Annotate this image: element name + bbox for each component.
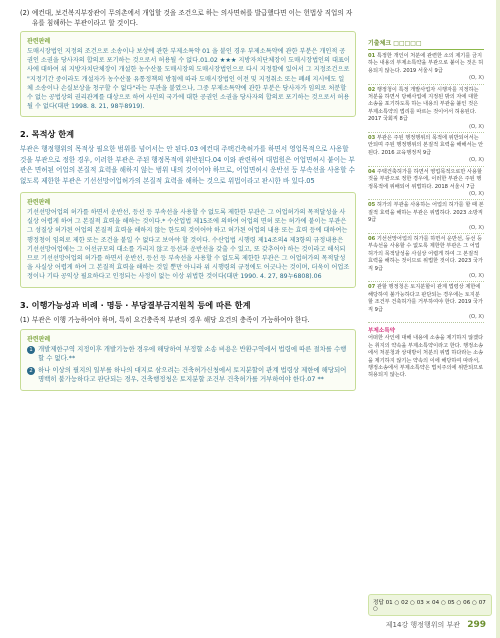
section-3-title: 3. 이행가능성과 비례 · 명등 · 부당결부금지원칙 등에 따른 한계: [20, 299, 251, 310]
precedent-label-3: 관련판례: [27, 335, 51, 343]
item-2-text: 예컨대, 보건복지부장관이 무의촌에서 개업할 것을 조건으로 하는 의사면허를 발급했다면 이는 헌법상 직업의 자유를 침해하는 부관이라고 할 것이다.: [32, 9, 353, 27]
circle-number-2: 2: [27, 367, 35, 375]
answer-key: 정답 01 ○ 02 ○ 03 × 04 ○ 05 ○ 06 ○ 07 ○: [368, 594, 492, 616]
precedent-box-3: [20, 329, 356, 391]
chapter-title: 제14강 행정행위의 부관: [385, 621, 460, 629]
quiz-item: 02 행정청이 특정 개발사업자 시행자를 지정하는 처분을 하면서 당해사업에 지정된 밖의 자에 대한 소송을 포기하도록 하는 내용의 부관을 붙인 것은 부제소특약의 법리를 따르는 것이어서 허용된다. 2017 국회직 8급 (O, X): [368, 87, 484, 133]
precedent-label-2: 관련판례: [27, 199, 51, 207]
note-title: 부제소특약: [368, 328, 396, 335]
quiz-item: 01 특정한 개인이 처분에 관련한 소의 제기를 금지하는 내용의 부제소특약을 부관으로 붙이는 것은 허용되지 않는다. 2019 서울시 9급 (O, X): [368, 53, 484, 85]
precedent-box-2: [20, 192, 356, 288]
precedent-box-1: [20, 31, 356, 117]
precedent-3-item-1: [27, 345, 350, 364]
precedent-3-item-2-text: 하나 이상의 필지의 일부를 하나의 대지로 삼으려는 건축허가신청에서 토지분할이 관계 법령상 제한에 해당되어 명백히 불가능하다고 판단되는 경우, 건축행정청은 토지분할 조건부 건축허가를 거부하여야 한다.07 **: [38, 365, 347, 384]
quiz-item: 03 부관은 주된 행정행위의 목적에 위반되어서는 안되며 주된 행정행위의 본질적 효력을 해해서는 안 된다. 2016 교육행정직 9급 (O, X): [368, 135, 484, 167]
quiz-item: 07 관할 행정청은 토지분할이 관계 법령상 제한에 해당하여 불가능하다고 판단되는 경우에는 토지분할 조건부 건축허가를 거부하여야 한다. 2019 국가직 9급 (O, X): [368, 284, 484, 323]
item-2-number: (2): [20, 9, 30, 17]
section-3-item-1-text: 부관은 이행 가능하여야 하며, 특히 요건충족적 부관의 경우 해당 요건의 충족이 가능하여야 한다.: [32, 315, 310, 324]
main-column: [20, 8, 356, 391]
quiz-header: 기출체크 □□□□□: [368, 38, 484, 50]
precedent-text-1: 도매시장법인 지정의 조건으로 소송이나 보상에 관한 부제소특약 01 을 붙인 경우 부제소특약에 관한 부분은 개인적 공권인 소권을 당사자의 합의로 포기하는 것으로서 허용될 수 없다.01.02 ★★★ 지방자치단체장이 도매시장법인의 대표이사에 대하여 위 지방자치단체장이 개설한 농수산물 도매시장의 도매시장법인으로 다시 지정함에 있어서 그 지정조건으로 "지정기간 중이라도 개설자가 농수산물 유통정책의 방침에 따라 도매시장법인 이전 및 지정취소 또는 폐쇄 지시에도 일체 소송이나 손실보상을 청구할 수 없다"라는 부관을 붙였으나, 그중 부제소특약에 관한 부분은 당사자가 임의로 처분할 수 없는 공법상의 권리관계를 대상으로 하여 사인의 국가에 대한 공권인 소권을 당사자의 합의로 포기하는 것으로서 허용될 수 없다(대판 1998. 8. 21, 98두8919).: [27, 48, 350, 111]
precedent-label-1: 관련판례: [27, 38, 51, 45]
page-edge-bar: [496, 0, 500, 638]
precedent-3-item-2: [27, 366, 350, 385]
quiz-item: 05 허가의 부관을 사용하는 어업의 허가를 할 때 본질적 효력을 해하는 부관은 위법하다. 2023 소방직 9급 (O, X): [368, 202, 484, 234]
page-footer: [386, 620, 486, 630]
quiz-item: 04 주택건축허가를 하면서 영업목적으로만 사용할 것을 부관으로 정한 경우에, 이러한 부관은 주된 행정목적에 위배되어 위법하다. 2018 서울시 7급 (O, X): [368, 169, 484, 201]
note-box: [368, 326, 484, 379]
sidebar-quiz: [368, 38, 484, 380]
precedent-3-item-1-text: 개발제한구역 지정이후 개발기능한 경우에 해당하여 부정할 소송 비용은 반환구역에서 법령에 따른 절차를 수행할 수 없다.**: [38, 344, 347, 363]
note-text: 어떠한 사인에 대해 내용에 소송을 제기하지 않겠다는 취지의 약속을 부제소특약이라고 한다. 행정소송에서 처분청과 상대방이 처분의 위법 하다라는 소송을 제기하지 않기는 약속의 이에 해당하여 따라서, 행정소송에서 부제소특약은 법치주의에 위반되므로 허용되지 않는다.: [368, 335, 484, 379]
page-number: 299: [467, 620, 486, 630]
section-3-item-1: [20, 315, 356, 325]
quiz-item: 06 기선선망어업의 허가를 하면서 운반선, 등선 등 부속선을 사용할 수 없도록 제한한 부관은 그 어업허가의 목적달성을 사실상 어렵게 하여 그 본질적 효력을 해하는 것이므로 위법한 것이다. 2023 국가직 9급 (O, X): [368, 236, 484, 282]
section-2-title: 2. 목적상 한계: [20, 129, 75, 140]
circle-number-1: 1: [27, 346, 35, 354]
section-2: [20, 129, 356, 186]
section-3: [20, 300, 356, 325]
section-2-text: 부관은 행정행위의 목적상 필요한 범위를 넘어서는 안 된다.03 예컨대 주택건축허가를 하면서 영업목적으로 사용할 것을 부관으로 정한 경우, 이러한 부관은 주된 행정목적에 위반된다.04 이와 관련하여 대법원은 어업면허시 붙이는 부관은 면허된 어업의 본질적 효력을 해하지 않는 범위 내의 것이어야 하므로, 어업면허시 운반선 등 부속선을 사용할 수 없도록 제한한 부관은 기선선망어업허가의 본질적 효력을 해하는 것으로 위법이라고 판시한 바 있다.05: [20, 145, 355, 185]
precedent-text-2: 기선선망어업의 허가를 하면서 운반선, 등선 등 부속선을 사용할 수 없도록 제한한 부관은 그 어업허가의 목적달성을 사실상 어렵게 하여 그 본질적 효력을 해하는 것이다.* 수산업법 제15조에 의하여 어업의 면허 또는 허가에 붙이는 부관은 그 성질상 허가된 어업의 본질적 효력을 해하지 않는 한도의 것이어야 하고 허가된 어업의 내용 또는 효력 등에 대하여는 행정청이 임의로 제한 또는 조건을 붙일 수 없다고 보아야 할 것이다. 수산업법 시행령 제14조의4 제3항의 규정내용은 기선선망어업에는 그 어선규모의 대소를 가리지 않고 등선과 운반선을 갖출 수 있고, 또 갖추어야 하는 것이라고 해석되므로 기선선망어업의 허가를 하면서 운반선, 등선 등 부속선을 사용할 수 없도록 제한한 부관은 그 어업허가의 목적달성을 사실상 어렵게 하여 그 본질적 효력을 해하는 것일 뿐만 아니라 위 시행령의 규정에도 어긋나는 것이며, 더욱이 어업조정이나 기타 공익상 필요하다고 인정되는 사정이 없는 이상 위법한 것이다(대판 1990. 4. 27, 89누6808).06: [27, 209, 350, 281]
item-2: [20, 8, 356, 28]
section-3-item-1-number: (1): [20, 315, 30, 324]
